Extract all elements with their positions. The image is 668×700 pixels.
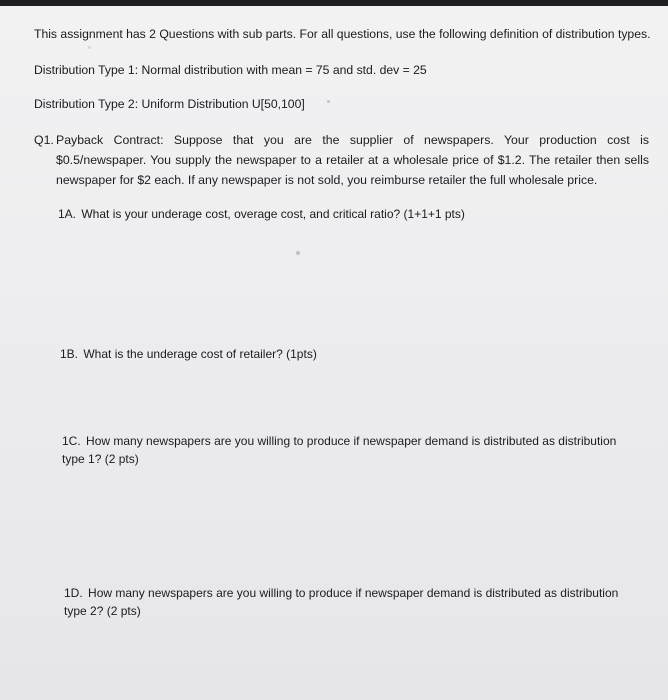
paper-smudge: [296, 251, 300, 255]
sub-question-text: How many newspapers are you willing to produce if newspaper demand is distributed as distribution type 1? (2 pts): [62, 434, 617, 466]
intro-text: This assignment has 2 Questions with sub parts. For all questions, use the following definition of distribution types.: [34, 27, 651, 41]
sub-question-label: 1B.: [60, 347, 79, 361]
sub-question-1a: [58, 205, 618, 223]
question-1-text: Payback Contract: Suppose that you are the supplier of newspapers. Your production cost is $0.5/newspaper. You supply the newspaper to a retailer at a wholesale price of $1.2. The retailer then sells newspaper for $2 each. If any newspaper is not sold, you reimburse retailer the full wholesale price.: [56, 133, 649, 187]
sub-question-1d: [64, 584, 636, 620]
sub-question-1b: [60, 345, 620, 363]
distribution-type-1: Distribution Type 1: Normal distribution with mean = 75 and std. dev = 25: [34, 63, 427, 77]
distribution-type-2: Distribution Type 2: Uniform Distribution U[50,100]: [34, 97, 305, 111]
sub-question-text: How many newspapers are you willing to produce if newspaper demand is distributed as distribution type 2? (2 pts): [64, 586, 619, 618]
question-1: [34, 130, 649, 190]
paper-smudge: [88, 46, 91, 49]
sub-question-1c: [62, 432, 640, 468]
sub-question-text: What is your underage cost, overage cost, and critical ratio? (1+1+1 pts): [81, 207, 465, 221]
sub-question-label: 1C.: [62, 434, 81, 448]
sub-question-label: 1A.: [58, 207, 77, 221]
question-1-number: Q1.: [34, 133, 54, 147]
assignment-page: [0, 6, 668, 700]
sub-question-text: What is the underage cost of retailer? (1pts): [83, 347, 317, 361]
sub-question-label: 1D.: [64, 586, 83, 600]
paper-smudge: [327, 100, 330, 103]
